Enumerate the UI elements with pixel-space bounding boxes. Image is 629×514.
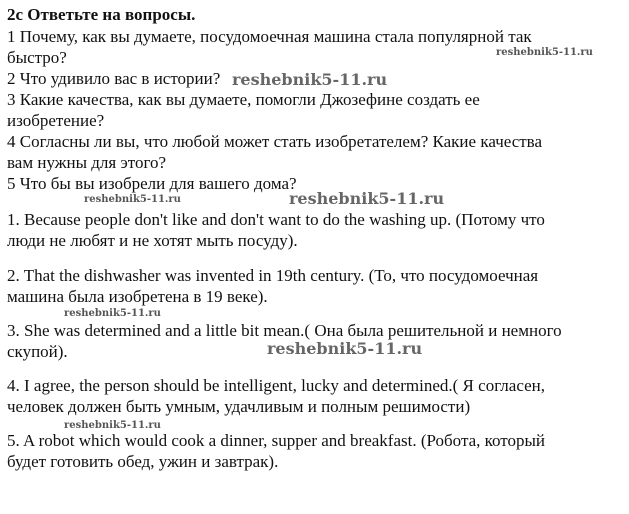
question-line: изобретение? — [7, 111, 105, 130]
watermark: reshebnik5-11.ru — [232, 70, 388, 89]
answer-line: 1. Because people don't like and don't want to do the washing up. (Потому что — [7, 210, 545, 229]
question-line: 1 Почему, как вы думаете, посудомоечная машина стала популярной так — [7, 27, 532, 46]
answer-line: будет готовить обед, ужин и завтрак). — [7, 452, 279, 471]
question-line: 4 Согласны ли вы, что любой может стать изобретателем? Какие качества — [7, 132, 543, 151]
watermark: reshebnik5-11.ru — [64, 420, 161, 431]
answer-line: 5. A robot which would cook a dinner, supper and breakfast. (Робота, который — [7, 431, 546, 450]
question-line: быстро? — [7, 48, 67, 67]
question-line: 5 Что бы вы изобрели для вашего дома? — [7, 174, 297, 193]
watermark: reshebnik5-11.ru — [84, 194, 181, 205]
watermark: reshebnik5-11.ru — [496, 47, 593, 58]
answer-line: 3. She was determined and a little bit mean.( Она была решительной и немного — [7, 321, 562, 340]
answer-line: машина была изобретена в 19 веке). — [7, 287, 268, 306]
answer-line: человек должен быть умным, удачливым и полным решимости) — [7, 397, 471, 416]
title: 2с Ответьте на вопросы. — [7, 5, 196, 24]
question-line: 3 Какие качества, как вы думаете, помогли Джозефине создать ее — [7, 90, 480, 109]
watermark: reshebnik5-11.ru — [64, 308, 161, 319]
answer-line: люди не любят и не хотят мыть посуду). — [7, 231, 298, 250]
answer-line: 2. That the dishwasher was invented in 19th century. (То, что посудомоечная — [7, 266, 539, 285]
question-line: 2 Что удивило вас в истории? — [7, 69, 221, 88]
answer-line: скупой). — [7, 342, 68, 361]
watermark: reshebnik5-11.ru — [267, 339, 423, 358]
question-line: вам нужны для этого? — [7, 153, 167, 172]
answer-line: 4. I agree, the person should be intelligent, lucky and determined.( Я согласен, — [7, 376, 545, 395]
watermark: reshebnik5-11.ru — [289, 189, 445, 208]
